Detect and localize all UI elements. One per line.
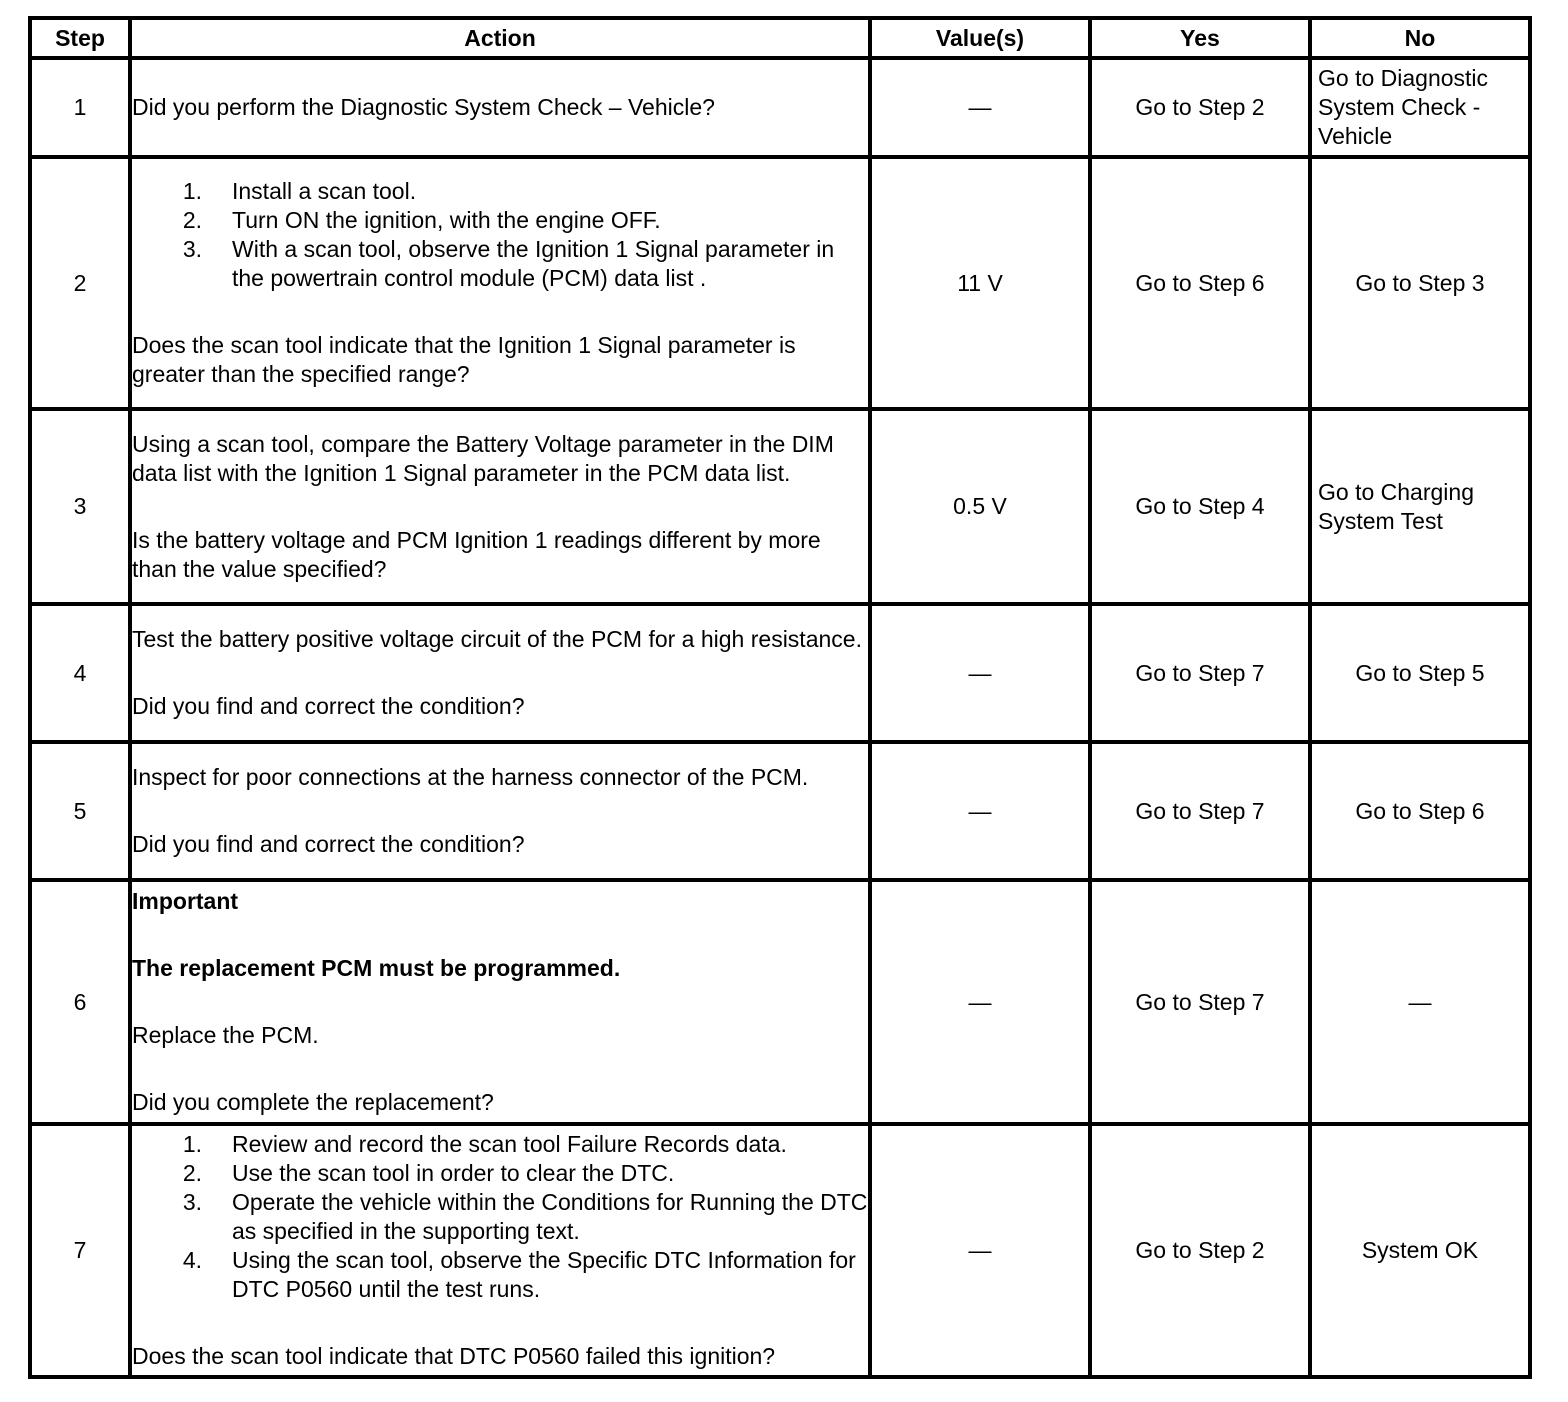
yes-cell: Go to Step 2 bbox=[1090, 58, 1310, 157]
yes-cell: Go to Step 7 bbox=[1090, 742, 1310, 880]
list-text: Operate the vehicle within the Conditions for Running the DTC as specified in the supporting text. bbox=[232, 1189, 868, 1244]
action-text: Test the battery positive voltage circuit of the PCM for a high resistance. bbox=[132, 626, 862, 652]
list-item bbox=[132, 1130, 868, 1159]
value-cell: — bbox=[870, 1124, 1090, 1377]
action-question: Does the scan tool indicate that DTC P0560 failed this ignition? bbox=[132, 1343, 776, 1369]
list-text: Install a scan tool. bbox=[232, 178, 417, 204]
table-row bbox=[30, 742, 1530, 880]
table-row bbox=[30, 58, 1530, 157]
list-text: Turn ON the ignition, with the engine OFF. bbox=[232, 207, 661, 233]
list-text: Use the scan tool in order to clear the DTC. bbox=[232, 1160, 675, 1186]
list-number: 3. bbox=[182, 1189, 202, 1215]
important-text: The replacement PCM must be programmed. bbox=[132, 955, 621, 981]
step-number: 1 bbox=[30, 58, 130, 157]
list-number: 3. bbox=[182, 236, 202, 262]
diagnostic-table bbox=[28, 16, 1532, 1379]
no-cell: Go to Step 6 bbox=[1310, 742, 1530, 880]
yes-cell: Go to Step 6 bbox=[1090, 157, 1310, 409]
action-question: Did you find and correct the condition? bbox=[132, 831, 525, 857]
no-cell: Go to Step 3 bbox=[1310, 157, 1530, 409]
table-row bbox=[30, 604, 1530, 742]
list-number: 1. bbox=[182, 1131, 202, 1157]
value-cell: — bbox=[870, 604, 1090, 742]
step-number: 3 bbox=[30, 409, 130, 604]
value-cell: — bbox=[870, 742, 1090, 880]
value-cell: 11 V bbox=[870, 157, 1090, 409]
action-cell bbox=[130, 880, 870, 1124]
step-number: 7 bbox=[30, 1124, 130, 1377]
list-number: 2. bbox=[182, 1160, 202, 1186]
step-number: 2 bbox=[30, 157, 130, 409]
action-cell bbox=[130, 604, 870, 742]
action-question: Did you find and correct the condition? bbox=[132, 693, 525, 719]
no-cell: System OK bbox=[1310, 1124, 1530, 1377]
action-question: Does the scan tool indicate that the Ignition 1 Signal parameter is greater than the specified range? bbox=[132, 332, 796, 387]
list-item bbox=[132, 235, 868, 293]
action-text: Using a scan tool, compare the Battery Voltage parameter in the DIM data list with the Ignition 1 Signal parameter in the PCM data list. bbox=[132, 430, 834, 486]
list-item bbox=[132, 1246, 868, 1304]
header-no: No bbox=[1310, 18, 1530, 58]
list-item bbox=[132, 206, 868, 235]
action-text: Inspect for poor connections at the harness connector of the PCM. bbox=[132, 764, 809, 790]
no-cell: Go to Step 5 bbox=[1310, 604, 1530, 742]
value-cell: — bbox=[870, 58, 1090, 157]
table-row bbox=[30, 409, 1530, 604]
list-number: 1. bbox=[182, 178, 202, 204]
procedure-list bbox=[132, 177, 868, 293]
action-text: Replace the PCM. bbox=[132, 1022, 319, 1048]
list-item bbox=[132, 1188, 868, 1246]
action-question: Did you perform the Diagnostic System Check – Vehicle? bbox=[132, 94, 715, 120]
list-text: Using the scan tool, observe the Specific DTC Information for DTC P0560 until the test runs. bbox=[232, 1247, 856, 1302]
step-number: 6 bbox=[30, 880, 130, 1124]
action-cell bbox=[130, 58, 870, 157]
table-row bbox=[30, 880, 1530, 1124]
list-number: 2. bbox=[182, 207, 202, 233]
procedure-list bbox=[132, 1130, 868, 1304]
value-cell: 0.5 V bbox=[870, 409, 1090, 604]
value-cell: — bbox=[870, 880, 1090, 1124]
action-cell bbox=[130, 1124, 870, 1377]
important-label: Important bbox=[132, 888, 239, 914]
list-number: 4. bbox=[182, 1247, 202, 1273]
action-cell bbox=[130, 157, 870, 409]
table-row bbox=[30, 1124, 1530, 1377]
list-text: With a scan tool, observe the Ignition 1 Signal parameter in the powertrain control module (PCM) data list . bbox=[232, 236, 835, 291]
no-cell: Go to Diagnostic System Check - Vehicle bbox=[1310, 58, 1530, 157]
yes-cell: Go to Step 4 bbox=[1090, 409, 1310, 604]
list-item bbox=[132, 1159, 868, 1188]
step-number: 5 bbox=[30, 742, 130, 880]
header-row bbox=[30, 18, 1530, 58]
no-cell: Go to Charging System Test bbox=[1310, 409, 1530, 604]
action-question: Is the battery voltage and PCM Ignition 1 readings different by more than the value specified? bbox=[132, 526, 821, 582]
action-question: Did you complete the replacement? bbox=[132, 1089, 494, 1115]
yes-cell: Go to Step 7 bbox=[1090, 604, 1310, 742]
header-step: Step bbox=[30, 18, 130, 58]
yes-cell: Go to Step 7 bbox=[1090, 880, 1310, 1124]
action-cell bbox=[130, 409, 870, 604]
action-cell bbox=[130, 742, 870, 880]
list-text: Review and record the scan tool Failure Records data. bbox=[232, 1131, 787, 1157]
header-values: Value(s) bbox=[870, 18, 1090, 58]
table-row bbox=[30, 157, 1530, 409]
no-cell: — bbox=[1310, 880, 1530, 1124]
step-number: 4 bbox=[30, 604, 130, 742]
list-item bbox=[132, 177, 868, 206]
header-yes: Yes bbox=[1090, 18, 1310, 58]
yes-cell: Go to Step 2 bbox=[1090, 1124, 1310, 1377]
header-action: Action bbox=[130, 18, 870, 58]
